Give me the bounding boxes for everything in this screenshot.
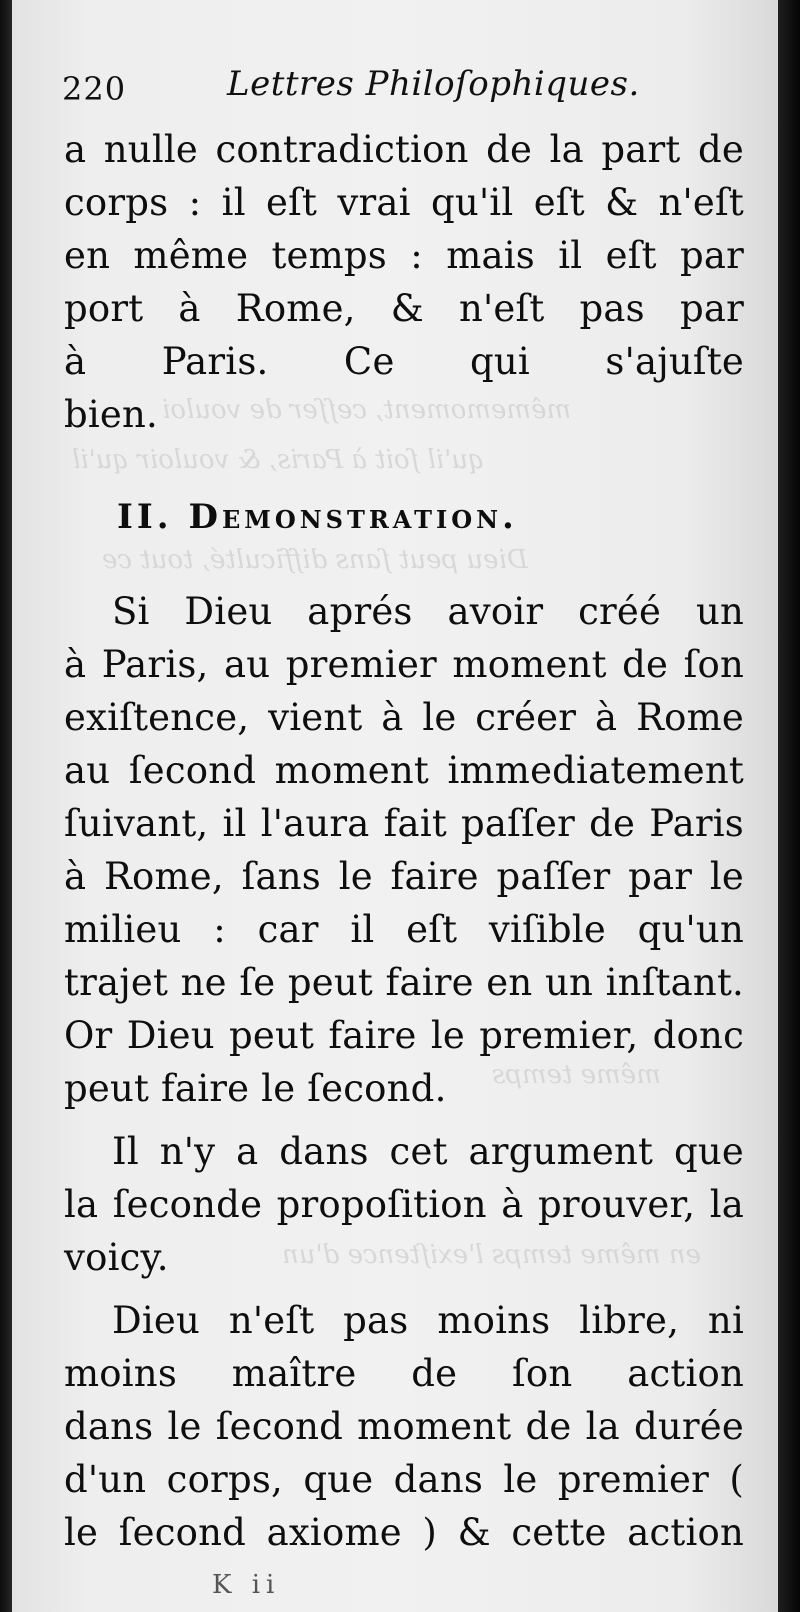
text-line: Dieu n'eſt pas moins libre, ni — [112, 1299, 744, 1342]
show-through: même temps — [492, 1060, 661, 1090]
text-line: le ſecond axiome ) & cette action — [64, 1511, 744, 1554]
text-line: port à Rome, & n'eſt pas par — [64, 287, 744, 330]
show-through: Dieu peut ſans difficulté, tout ce — [102, 545, 528, 575]
page-number: 220 — [62, 70, 127, 108]
text-line: exiſtence, vient à le créer à Rome — [64, 696, 744, 739]
text-line: à Rome, ſans le faire paſſer par le — [64, 855, 744, 898]
text-line: moins maître de ſon action — [64, 1352, 744, 1395]
running-title: Lettres Philoſophiques. — [227, 64, 640, 104]
show-through: en même temps l'exiſtence d'un — [282, 1240, 702, 1270]
show-through: mêmemoment, ceſſer de vouloi — [162, 395, 572, 425]
text-line: d'un corps, que dans le premier ( — [64, 1458, 744, 1501]
text-line: Or Dieu peut faire le premier, donc — [64, 1014, 744, 1057]
text-line: bien. — [64, 393, 159, 436]
text-line: voicy. — [64, 1236, 169, 1279]
text-line: à Paris, au premier moment de ſon — [64, 643, 744, 686]
signature-mark: K ii — [212, 1570, 281, 1600]
text-line: la ſeconde propoſition à prouver, la — [64, 1183, 744, 1226]
text-line: en même temps : mais il eſt par — [64, 234, 744, 277]
text-line: à Paris. Ce qui s'ajuſte — [64, 340, 744, 383]
section-heading: II. Demonstration. — [117, 497, 518, 537]
text-line: Si Dieu aprés avoir créé un — [112, 590, 744, 633]
text-line: trajet ne ſe peut faire en un inſtant. — [64, 961, 744, 1004]
text-line: au ſecond moment immediatement — [64, 749, 744, 792]
text-line: dans le ſecond moment de la durée — [64, 1405, 744, 1448]
text-line: corps : il eſt vrai qu'il eſt & n'eſt — [64, 181, 744, 224]
book-page — [12, 0, 778, 1612]
text-line: a nulle contradiction de la part de — [64, 128, 744, 171]
text-line: milieu : car il eſt viſible qu'un — [64, 908, 744, 951]
text-line: peut faire le ſecond. — [64, 1067, 447, 1110]
text-line: Il n'y a dans cet argument que — [112, 1130, 744, 1173]
scan-edge-right — [778, 0, 800, 1612]
text-line: ſuivant, il l'aura fait paſſer de Paris — [64, 802, 744, 845]
show-through: qu'il ſoit à Paris, & vouloir qu'il — [72, 445, 485, 475]
running-header — [62, 64, 762, 114]
